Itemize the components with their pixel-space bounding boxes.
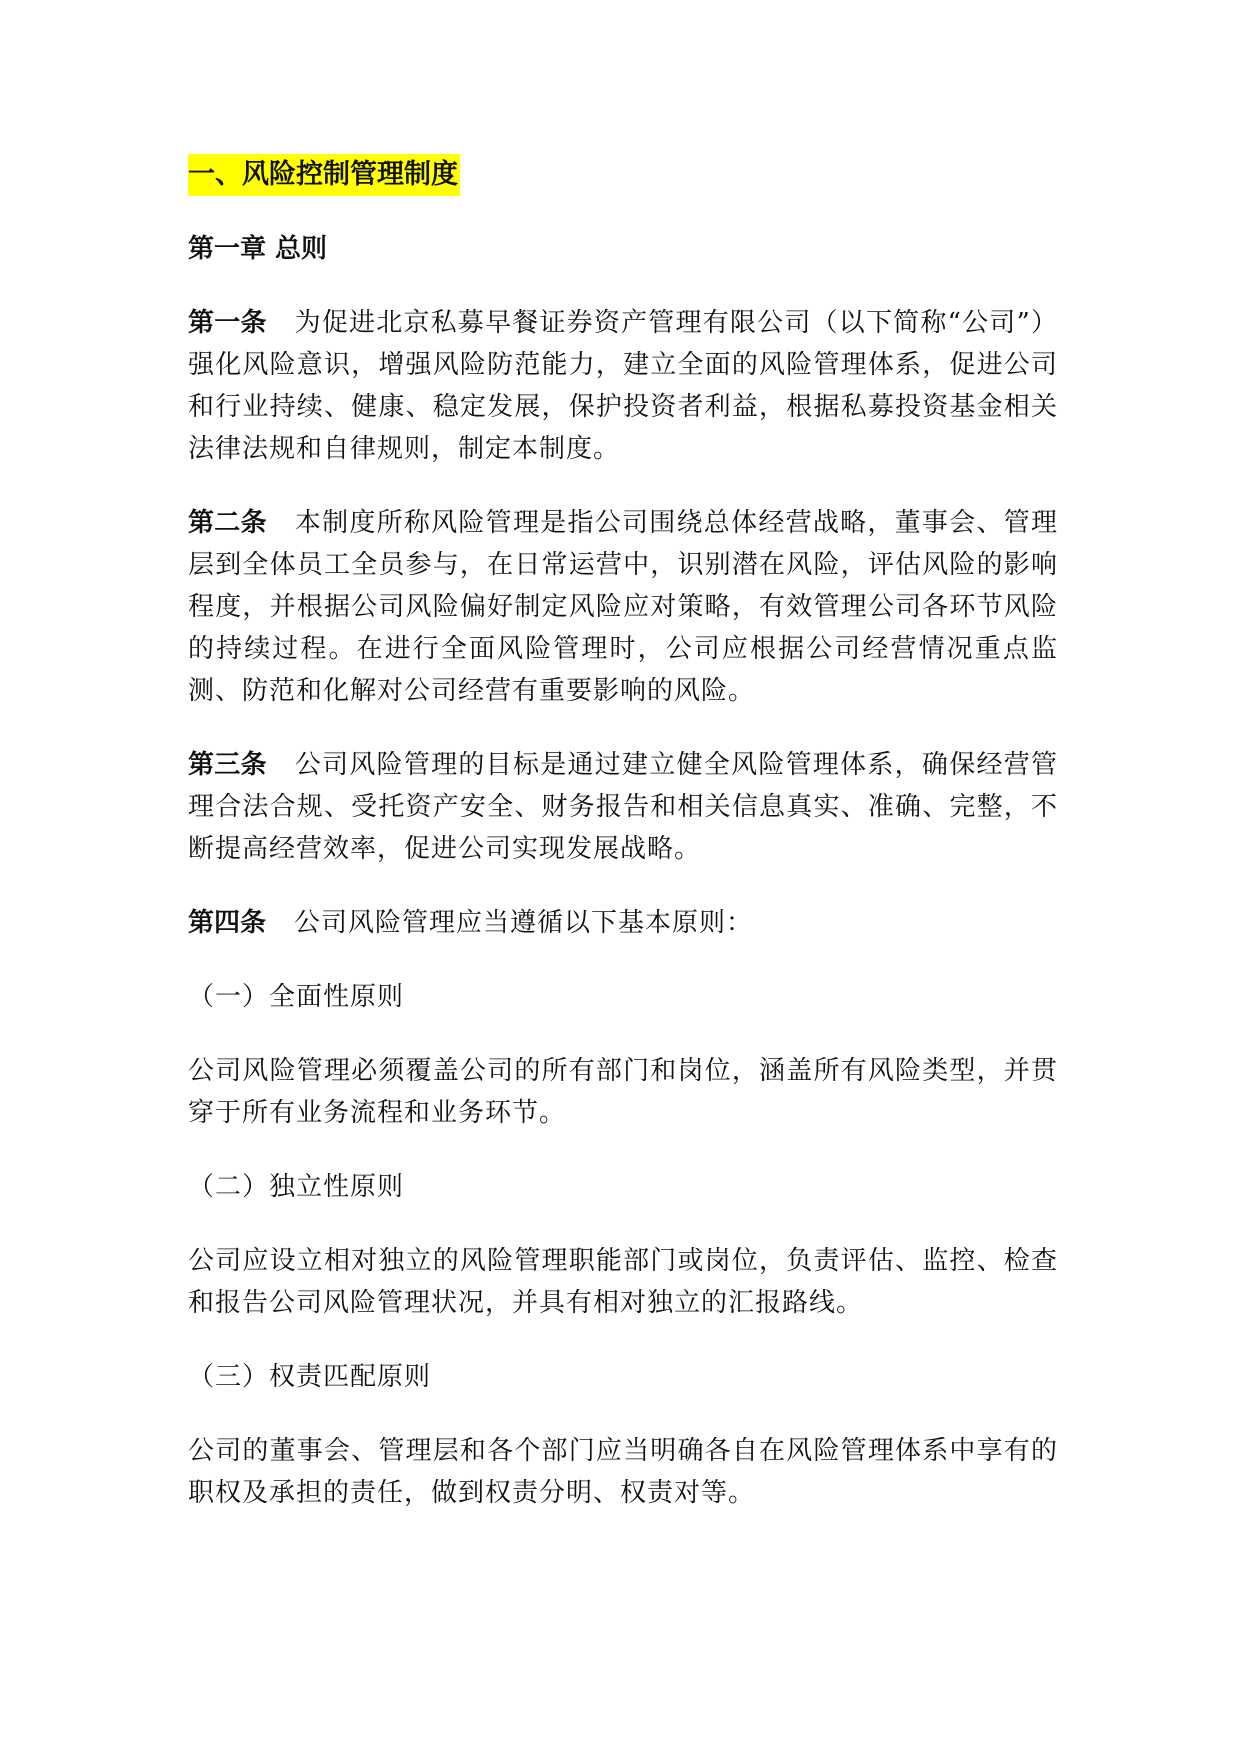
principle-text-1: 公司风险管理必须覆盖公司的所有部门和岗位，涵盖所有风险类型，并贯穿于所有业务流程和业务环节。 (188, 1056, 1058, 1128)
principle-heading-1: （一）全面性原则 (188, 982, 405, 1012)
article-label: 第四条 (188, 908, 267, 938)
principle-heading-3: （三）权责匹配原则 (188, 1362, 432, 1392)
article-label: 第二条 (188, 508, 267, 538)
principle-text-2: 公司应设立相对独立的风险管理职能部门或岗位，负责评估、监控、检查和报告公司风险管理状况，并具有相对独立的汇报路线。 (188, 1246, 1058, 1318)
article-1 (188, 302, 1058, 470)
article-label: 第三条 (188, 750, 267, 780)
article-text: 公司风险管理应当遵循以下基本原则： (294, 908, 754, 938)
article-3 (188, 744, 1058, 870)
article-2 (188, 502, 1058, 712)
article-4 (188, 902, 1058, 944)
article-text: 公司风险管理的目标是通过建立健全风险管理体系，确保经营管理合法合规、受托资产安全、财务报告和相关信息真实、准确、完整，不断提高经营效率，促进公司实现发展战略。 (188, 750, 1058, 864)
document-body (188, 154, 1058, 1514)
principle-heading-2: （二）独立性原则 (188, 1172, 405, 1202)
article-text: 为促进北京私募早餐证券资产管理有限公司（以下简称“公司”）强化风险意识，增强风险防范能力，建立全面的风险管理体系，促进公司和行业持续、健康、稳定发展，保护投资者利益，根据私募投资基金相关法律法规和自律规则，制定本制度。 (188, 308, 1058, 464)
article-text: 本制度所称风险管理是指公司围绕总体经营战略，董事会、管理层到全体员工全员参与，在日常运营中，识别潜在风险，评估风险的影响程度，并根据公司风险偏好制定风险应对策略，有效管理公司各环节风险的持续过程。在进行全面风险管理时，公司应根据公司经营情况重点监测、防范和化解对公司经营有重要影响的风险。 (188, 508, 1058, 706)
principle-text-3: 公司的董事会、管理层和各个部门应当明确各自在风险管理体系中享有的职权及承担的责任，做到权责分明、权责对等。 (188, 1436, 1058, 1508)
section-title: 一、风险控制管理制度 (188, 154, 460, 196)
article-label: 第一条 (188, 308, 267, 338)
chapter-title: 第一章 总则 (188, 234, 328, 264)
